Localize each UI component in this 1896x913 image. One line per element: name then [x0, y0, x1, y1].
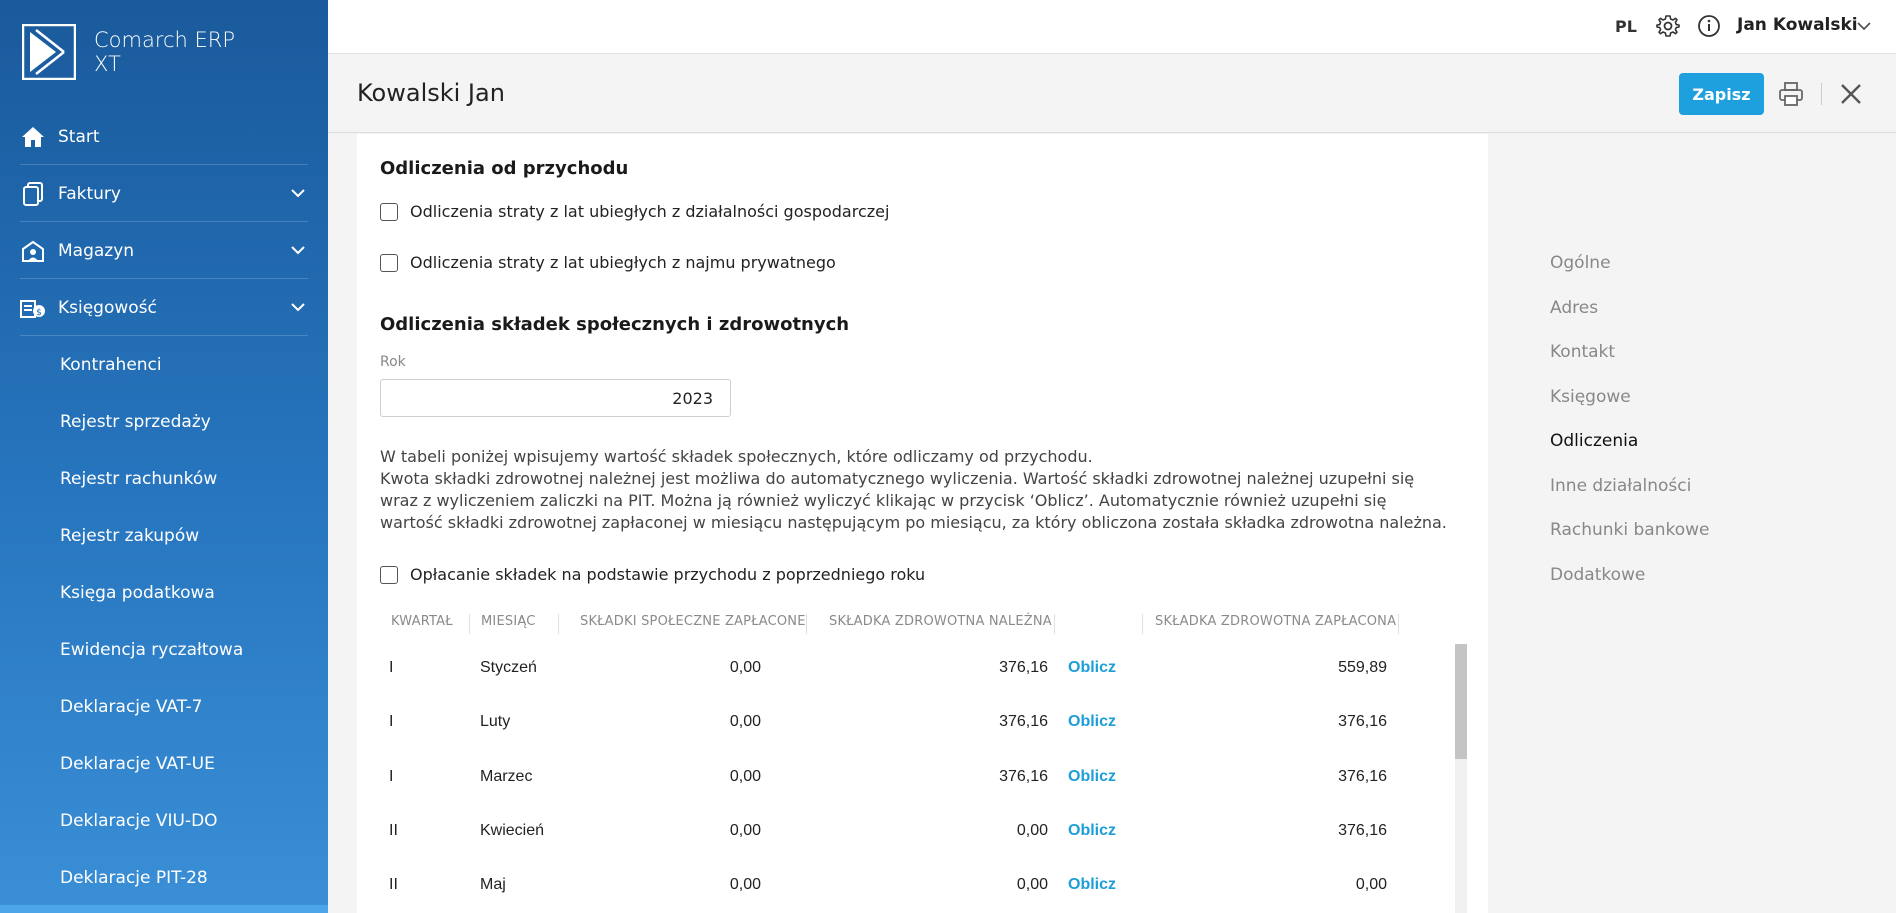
cell-social[interactable]: 0,00 [729, 768, 761, 785]
comarch-logo-icon [22, 24, 76, 80]
oblicz-button[interactable]: Oblicz [1068, 822, 1117, 839]
checkbox-strata-dzialalnosc[interactable] [380, 203, 398, 221]
checkbox-label: Opłacanie składek na podstawie przychodu z poprzedniego roku [410, 565, 926, 584]
language-switch[interactable]: PL [1615, 17, 1637, 36]
chevron-down-icon[interactable] [290, 185, 306, 201]
section-title-odliczenia-przychodu: Odliczenia od przychodu [380, 158, 629, 179]
cell-month: Maj [480, 876, 506, 893]
chevron-down-icon[interactable] [290, 242, 306, 258]
section-nav-rachunki-bankowe[interactable]: Rachunki bankowe [1550, 520, 1710, 540]
section-nav-adres[interactable]: Adres [1550, 297, 1599, 318]
nav-start-label: Start [58, 126, 100, 147]
cell-health-paid[interactable]: 376,16 [1338, 822, 1387, 839]
cell-quarter: I [389, 713, 394, 730]
print-icon[interactable] [1778, 81, 1804, 107]
close-icon[interactable] [1839, 82, 1863, 106]
app-name [94, 28, 235, 76]
app-name-line1: Comarch ERP [94, 28, 236, 52]
col-divider [469, 614, 470, 634]
cell-health-due[interactable]: 0,00 [1016, 876, 1048, 893]
section-nav-inne-dzialalnosci[interactable]: Inne działalności [1550, 475, 1692, 496]
col-header-kwartal[interactable]: KWARTAŁ [391, 614, 453, 629]
cell-health-paid[interactable]: 559,89 [1338, 659, 1387, 676]
gear-icon[interactable] [1656, 14, 1680, 38]
cell-health-due[interactable]: 376,16 [999, 659, 1048, 676]
col-divider [1398, 614, 1399, 634]
col-header-zdrowotna-nalezna[interactable]: SKŁADKA ZDROWOTNA NALEŻNA [829, 614, 1052, 629]
warehouse-icon [20, 238, 46, 264]
col-divider [806, 614, 807, 634]
user-menu[interactable]: Jan Kowalski [1737, 15, 1858, 35]
section-nav-kontakt[interactable]: Kontakt [1550, 342, 1616, 362]
section-nav-ksiegowe[interactable]: Księgowe [1550, 386, 1631, 407]
accounting-icon [20, 295, 46, 321]
checkbox-poprzedni-rok[interactable] [380, 566, 398, 584]
cell-quarter: II [389, 822, 398, 839]
cell-quarter: II [389, 876, 398, 893]
nav-rejestr-zakupow[interactable]: Rejestr zakupów [60, 525, 200, 546]
table-row [380, 642, 1440, 696]
nav-magazyn-label: Magazyn [58, 240, 135, 261]
cell-health-due[interactable]: 0,00 [1016, 822, 1048, 839]
checkbox-row-poprzedni-rok[interactable] [380, 565, 925, 584]
sidebar [0, 0, 328, 913]
main-nav [0, 108, 328, 906]
oblicz-button[interactable]: Oblicz [1068, 713, 1117, 730]
cell-social[interactable]: 0,00 [729, 713, 761, 730]
table-header [380, 614, 1460, 642]
cell-health-due[interactable]: 376,16 [999, 713, 1048, 730]
cell-quarter: I [389, 768, 394, 785]
description-line2: Kwota składki zdrowotnej należnej jest możliwa do automatycznego wyliczenia. Wartość składki zdrowotnej należnej uzupełni się wraz z wyliczeniem zaliczki na PIT. Można ją również wyliczyć klikając w przycisk ‘Oblicz’. Automatycznie również uzupełni się wartość składki zdrowotnej zapłaconej w miesiącu następującym po miesiącu, za który obliczona została składka zdrowotna należna. [380, 469, 1447, 532]
nav-deklaracje-vat7[interactable]: Deklaracje VAT-7 [60, 696, 203, 717]
page-title: Kowalski Jan [357, 79, 505, 107]
home-icon [20, 124, 46, 150]
cell-month: Styczeń [480, 659, 537, 676]
nav-ewidencja-ryczaltowa[interactable]: Ewidencja ryczałtowa [60, 639, 244, 660]
active-item-highlight [0, 905, 328, 913]
col-header-zdrowotna-zaplacona[interactable]: SKŁADKA ZDROWOTNA ZAPŁACONA [1155, 614, 1397, 629]
cell-month: Luty [480, 713, 511, 730]
app-name-line2: XT [94, 52, 121, 76]
cell-month: Kwiecień [480, 822, 545, 839]
col-divider [1054, 614, 1055, 634]
table-row [380, 805, 1440, 859]
nav-deklaracje-pit28[interactable]: Deklaracje PIT-28 [60, 867, 208, 888]
nav-faktury[interactable] [0, 165, 306, 222]
description-line1: W tabeli poniżej wpisujemy wartość składek społecznych, które odliczamy od przychodu. [380, 447, 1093, 466]
checkbox-row-strata-dzialalnosc[interactable] [380, 202, 889, 221]
col-divider [1142, 614, 1143, 634]
checkbox-strata-najem[interactable] [380, 254, 398, 272]
section-nav-odliczenia[interactable]: Odliczenia [1550, 431, 1639, 451]
save-button[interactable]: Zapisz [1679, 73, 1764, 115]
col-header-miesiac[interactable]: MIESIĄC [481, 614, 536, 629]
chevron-down-icon[interactable] [290, 299, 306, 315]
nav-rejestr-sprzedazy[interactable]: Rejestr sprzedaży [60, 411, 211, 432]
checkbox-label: Odliczenia straty z lat ubiegłych z działalności gospodarczej [410, 202, 890, 221]
nav-ksiega-podatkowa[interactable]: Księga podatkowa [60, 582, 215, 603]
info-icon[interactable] [1697, 14, 1721, 38]
year-label: Rok [380, 354, 406, 370]
nav-faktury-label: Faktury [58, 183, 121, 204]
cell-quarter: I [389, 659, 394, 676]
oblicz-button[interactable]: Oblicz [1068, 659, 1117, 676]
checkbox-label: Odliczenia straty z lat ubiegłych z najmu prywatnego [410, 253, 836, 272]
year-input[interactable] [380, 379, 731, 417]
section-title-skladki: Odliczenia składek społecznych i zdrowotnych [380, 314, 850, 335]
section-nav-ogolne[interactable]: Ogólne [1550, 253, 1611, 273]
cell-month: Marzec [480, 768, 533, 785]
nav-kontrahenci[interactable]: Kontrahenci [60, 354, 162, 375]
page-header [328, 55, 1896, 133]
form-card [357, 134, 1488, 913]
cell-health-paid[interactable]: 376,16 [1338, 713, 1387, 730]
nav-start[interactable] [0, 108, 306, 165]
table-scrollbar-thumb[interactable] [1455, 644, 1467, 759]
nav-magazyn[interactable] [0, 222, 306, 279]
oblicz-button[interactable]: Oblicz [1068, 876, 1117, 893]
table-row [380, 696, 1440, 750]
col-header-skladki-spoleczne[interactable]: SKŁADKI SPOŁECZNE ZAPŁACONE [580, 614, 806, 629]
header-divider [1821, 83, 1822, 105]
invoice-icon [20, 181, 46, 207]
cell-health-paid[interactable]: 376,16 [1338, 768, 1387, 785]
table-row [380, 751, 1440, 805]
nav-deklaracje-viudo[interactable]: Deklaracje VIU-DO [60, 810, 218, 831]
cell-social[interactable]: 0,00 [729, 822, 761, 839]
col-divider [558, 614, 559, 634]
app-logo[interactable] [22, 24, 235, 80]
section-nav-dodatkowe[interactable]: Dodatkowe [1550, 564, 1646, 585]
svg-text:$: $ [36, 307, 42, 318]
description-text [380, 446, 1450, 534]
top-bar [328, 0, 1896, 54]
checkbox-row-strata-najem[interactable] [380, 253, 836, 272]
nav-ksiegowosc-label: Księgowość [58, 297, 157, 318]
cell-health-due[interactable]: 376,16 [999, 768, 1048, 785]
table-row [380, 859, 1440, 913]
cell-social[interactable]: 0,00 [729, 659, 761, 676]
cell-social[interactable]: 0,00 [729, 876, 761, 893]
nav-rejestr-rachunkow[interactable]: Rejestr rachunków [60, 468, 218, 489]
oblicz-button[interactable]: Oblicz [1068, 768, 1117, 785]
nav-ksiegowosc[interactable] [0, 279, 306, 336]
cell-health-paid[interactable]: 0,00 [1355, 876, 1387, 893]
section-nav [1550, 253, 1709, 609]
chevron-down-icon[interactable] [1856, 18, 1872, 34]
nav-deklaracje-vatue[interactable]: Deklaracje VAT-UE [60, 753, 215, 774]
